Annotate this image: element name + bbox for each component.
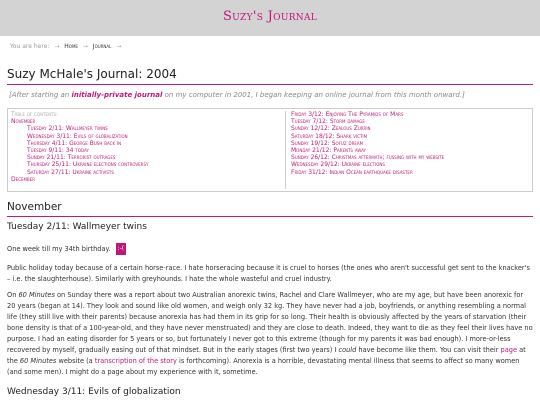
paragraph-text: is forthcoming). Anorexia is a horrible, devastating mental illness that seems to affect so many women (and some men). I might do a page about my experience with it, sometime. [7, 357, 520, 376]
breadcrumb-journal-link[interactable]: Journal [92, 43, 112, 50]
toc-month-link[interactable]: November [11, 118, 36, 126]
toc-entry-link[interactable]: Monday 21/12: Parents away [291, 147, 366, 155]
toc-entry-link[interactable]: Wednesday 29/12: Ukraine elections [291, 161, 385, 169]
entry-title: Tuesday 2/11: Wallmeyer twins [7, 222, 147, 232]
breadcrumb [10, 43, 124, 50]
paragraph-text: On [7, 291, 19, 299]
toc-month-link[interactable]: December [11, 175, 35, 183]
breadcrumb-label: You are here: [10, 43, 50, 50]
toc-entry-link[interactable]: Sunday 19/12: Sofuz dream [291, 139, 364, 147]
toc-entry-link[interactable]: Tuesday 7/12: Storm damage [291, 118, 365, 126]
toc-right-column [291, 111, 529, 176]
intro-note [9, 91, 465, 99]
page-link[interactable]: page [500, 346, 518, 354]
page-title: Suzy McHale's Journal: 2004 [7, 67, 177, 81]
breadcrumb-separator: → [54, 43, 60, 50]
toc-entry-link[interactable]: Sunday 21/11: Terrorist outrages [27, 154, 116, 162]
paragraph-text: on Sunday there was a report about two Australian anorexic twins, Rachel and Clare Wallmeyer, who are my age, but have been anorexic for 20 years (began at 14). They look and sound like old women, and weigh only 32 kg. They have never had a job, boyfriends, or anything resembling a normal life (they still live with their parents) because anorexia has had them in its grip for so long. Their health is obviously affected by the years of starvation (their bone density is that of a 100-year-old, and they have never menstruated) and they are close to death. Indeed, they want to die as they feel their lives have no purpose. I had an eating disorder for 5 years or so, but fortunately I never got to this extreme (though for my parents it was bad enough). I more-or-less recovered by myself, gradually easing out of that mindset. But in the early stages (first two years) I [7, 291, 533, 354]
toc-entry-link[interactable]: Thursday 4/11: George Bush back in [27, 139, 122, 147]
paragraph-text: website (a [56, 357, 95, 365]
intro-link[interactable]: initially-private journal [71, 91, 163, 99]
month-heading: November [7, 201, 62, 213]
paragraph-text: have become like them. You can visit their [356, 346, 501, 354]
site-header [0, 0, 540, 36]
toc-entry-link[interactable]: Thursday 25/11: Ukraine elections controversy [27, 161, 149, 169]
program-name: 60 Minutes [18, 291, 55, 299]
breadcrumb-separator: → [82, 43, 88, 50]
toc-entry-link[interactable]: Friday 3/12: Enjoying The Pyramids of Mars [291, 111, 404, 118]
toc-divider [285, 111, 286, 189]
intro-text: [After starting an [9, 91, 72, 99]
sad-emoticon: :-( [116, 243, 127, 255]
title-divider [7, 84, 533, 85]
entry-paragraph [7, 243, 533, 255]
month-divider [7, 216, 533, 217]
site-title[interactable]: Suzy's Journal [222, 9, 318, 24]
toc-entry-link[interactable]: Sunday 12/12: Zealous Zurrin [291, 125, 371, 133]
entry-title: Wednesday 3/11: Evils of globalization [7, 387, 181, 397]
intro-text: on my computer in 2001, I began keeping an online journal from this month onward.] [162, 91, 465, 99]
toc-entry-link[interactable]: Saturday 27/11: Ukraine activists [27, 168, 114, 176]
toc-entry-link[interactable]: Friday 31/12: Indian Ocean earthquake disaster [291, 168, 413, 176]
toc-heading: Table of contents: [11, 111, 59, 118]
entry-paragraph [7, 290, 533, 378]
toc-entry-link[interactable]: Tuesday 2/11: Wallmeyer twins [27, 125, 108, 133]
program-name: 60 Minutes [19, 357, 57, 365]
toc-entry-link[interactable]: Saturday 18/12: Shark victim [291, 132, 368, 140]
entry-paragraph: Public holiday today because of a certain horse-race. I hate horseracing because it is cruel to horses (the ones who aren't successful get sent to the knacker's – i.e. the slaughterhouse). Similarly with greyhounds. I hate the whole wasteful and cruel industry. [7, 264, 530, 283]
emphasis-text: could [338, 346, 357, 354]
toc-entry-link[interactable]: Wednesday 3/11: Evils of globalization [27, 132, 128, 140]
transcription-link[interactable]: transcription of the story [94, 357, 177, 365]
paragraph-text: at the [7, 346, 526, 365]
table-of-contents [7, 108, 533, 192]
toc-entry-link[interactable]: Tuesday 9/11: 34 today [27, 147, 89, 155]
paragraph-text: One week till my 34th birthday. [7, 245, 111, 253]
toc-entry-link[interactable]: Sunday 26/12: Christmas aftermath; fussing with my website [291, 154, 445, 162]
breadcrumb-separator: → [116, 43, 122, 50]
toc-left-column [11, 111, 273, 183]
breadcrumb-home-link[interactable]: Home [64, 43, 78, 50]
